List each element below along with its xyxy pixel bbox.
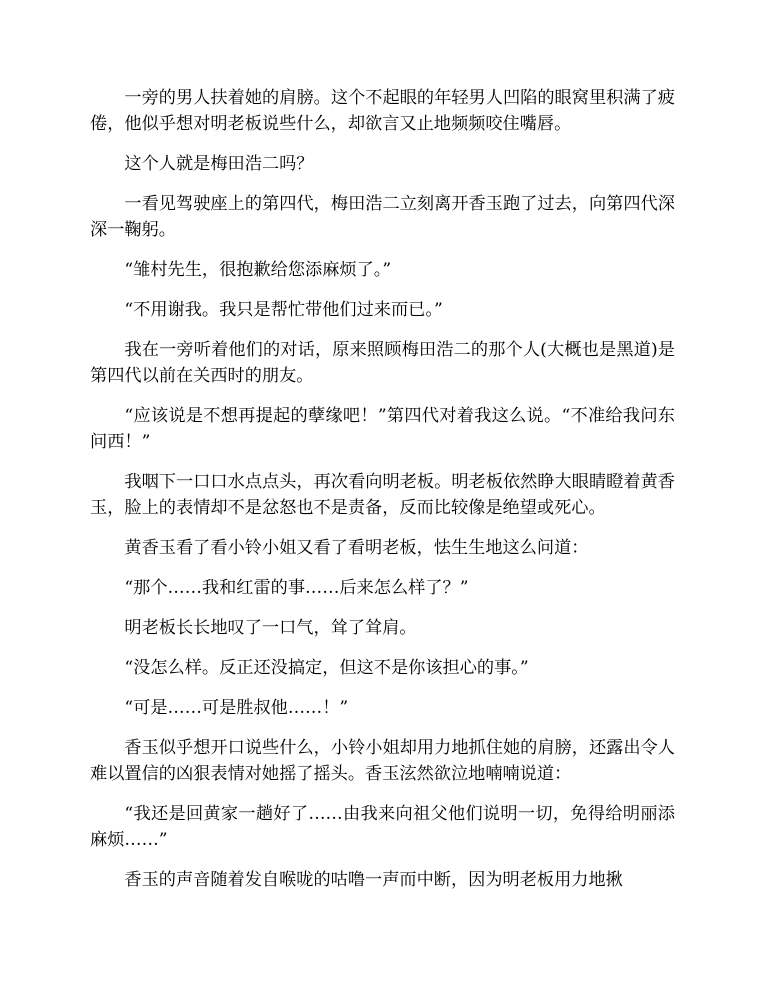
paragraph-8: 我咽下一口口水点点头，再次看向明老板。明老板依然睁大眼睛瞪着黄香玉，脸上的表情却不是忿怒也不是责备，反而比较像是绝望或死心。 [90, 472, 675, 518]
paragraph-5: “不用谢我。我只是帮忙带他们过来而已。” [124, 300, 443, 320]
paragraph-14: 香玉似乎想开口说些什么，小铃小姐却用力地抓住她的肩膀，还露出令人难以置信的凶狠表情对她摇了摇头。香玉泫然欲泣地喃喃说道： [90, 738, 675, 784]
paragraph-3: 一看见驾驶座上的第四代，梅田浩二立刻离开香玉跑了过去，向第四代深深一鞠躬。 [90, 194, 675, 240]
paragraph-16: 香玉的声音随着发自喉咙的咕噜一声而中断，因为明老板用力地揪 [124, 870, 623, 890]
paragraph-7: “应该说是不想再提起的孽缘吧！”第四代对着我这么说。“不准给我问东问西！” [90, 406, 675, 452]
paragraph-15: “我还是回黄家一趟好了……由我来向祖父他们说明一切，免得给明丽添麻烦……” [90, 804, 675, 850]
paragraph-11: 明老板长长地叹了一口气，耸了耸肩。 [124, 618, 417, 638]
paragraph-2: 这个人就是梅田浩二吗？ [124, 154, 314, 174]
paragraph-4: “雏村先生，很抱歉给您添麻烦了。” [124, 260, 392, 280]
paragraph-10: “那个……我和红雷的事……后来怎么样了？” [124, 578, 469, 598]
paragraph-6: 我在一旁听着他们的对话，原来照顾梅田浩二的那个人(大概也是黑道)是第四代以前在关西时的朋友。 [90, 340, 675, 386]
paragraph-13: “可是……可是胜叔他……！” [124, 698, 349, 718]
document-page [90, 85, 675, 907]
paragraph-9: 黄香玉看了看小铃小姐又看了看明老板，怯生生地这么问道： [124, 538, 589, 558]
paragraph-1: 一旁的男人扶着她的肩膀。这个不起眼的年轻男人凹陷的眼窝里积满了疲倦，他似乎想对明老板说些什么，却欲言又止地频频咬住嘴唇。 [90, 88, 675, 134]
paragraph-12: “没怎么样。反正还没搞定，但这不是你该担心的事。” [124, 658, 529, 678]
